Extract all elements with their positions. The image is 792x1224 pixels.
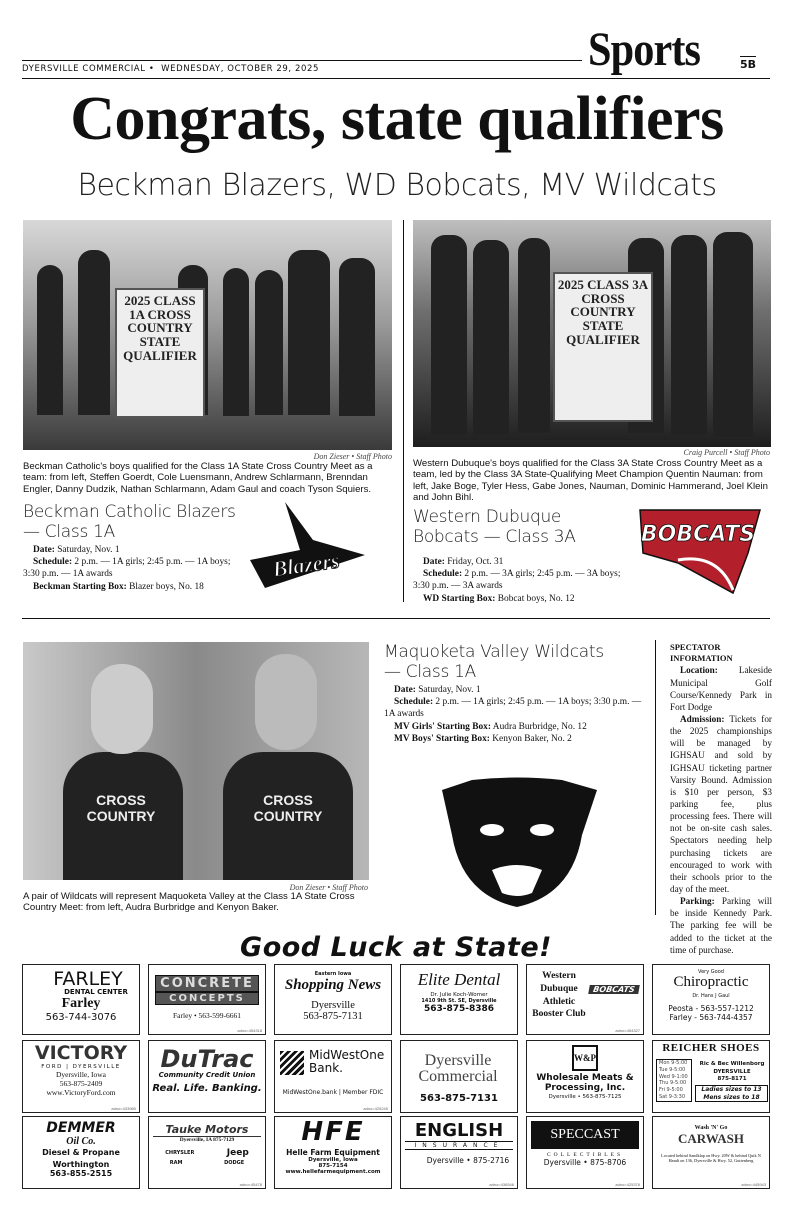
ads-13-l1: CHRYSLER bbox=[165, 1150, 195, 1156]
wd-caption: Western Dubuque's boys qualified for the Class 3A State Cross Country Meet as a team, led by the Class 3A State-Qualifying Meet Champion Quentin Nauman: from left, Jake Boge, Tyler Hess, Gabe Jones, Nauman, Dominic Hammerand, Joel Klein and John Bihl. bbox=[413, 458, 768, 503]
ads-8-l1: MidWestOne.bank | Member FDIC bbox=[282, 1089, 384, 1096]
ads-3-logo: Elite Dental bbox=[417, 970, 501, 989]
ads-15-sub: INSURANCE bbox=[405, 1141, 513, 1150]
ad-dyersville-commercial[interactable] bbox=[400, 1040, 518, 1113]
ads-12-l1: Diesel & Propane bbox=[42, 1147, 120, 1157]
ad-demmer-oil[interactable] bbox=[22, 1116, 140, 1189]
ads-5-l1: Dr. Hans J Gaul bbox=[692, 993, 730, 999]
mv-athletes-photo bbox=[23, 642, 369, 880]
ads-10-logo: W&P bbox=[572, 1045, 598, 1071]
mv-info bbox=[384, 684, 646, 745]
masthead-rule-top bbox=[22, 60, 582, 61]
ads-0-logo: FARLEY bbox=[53, 968, 123, 990]
masthead-line bbox=[22, 64, 319, 74]
ads-10-l1: Dyersville • 563-875-7125 bbox=[548, 1093, 622, 1100]
mv-caption: A pair of Wildcats will represent Maquoketa Valley at the Class 1A State Cross Country Meet: from left, Audra Burbridge and Kenyon Baker. bbox=[23, 891, 355, 914]
issue-date: WEDNESDAY, OCTOBER 29, 2025 bbox=[161, 64, 320, 74]
qualifier-banner: 2025 CLASS 1A CROSS COUNTRY STATE QUALIFIER bbox=[115, 288, 205, 418]
ads-12-l3: 563-855-2515 bbox=[49, 1168, 113, 1178]
spectator-admission: Tickets for the 2025 championships will be managed by IGHSAU and sold by IGHSAU ticketing partner Varsity Bound. Admission is $10 per person, $3 parking fee, plus processing fees. There will not be on-site cash sales. Spectators needing help purchasing tickets are encouraged to work with their schools prior to the day of the meet. bbox=[670, 714, 772, 894]
ads-0-sub: DENTAL CENTER bbox=[64, 988, 128, 996]
wd-team-photo bbox=[413, 220, 771, 447]
section-rule bbox=[22, 618, 770, 619]
ad-elite-dental[interactable] bbox=[400, 964, 518, 1035]
mv-girls_label: MV Girls' Starting Box: bbox=[394, 721, 491, 732]
wildcat-logo bbox=[432, 775, 602, 910]
beckman-photo-credit: Don Zieser • Staff Photo bbox=[313, 452, 392, 461]
ads-4-logo: Western Dubuque Athletic Booster Club bbox=[532, 971, 586, 1020]
mv-boys_label: MV Boys' Starting Box: bbox=[394, 733, 490, 744]
ads-6-l4: adno=433980 bbox=[111, 1106, 136, 1111]
ads-11-hours-1: Tue 9-5:00 bbox=[659, 1066, 686, 1073]
ads-13-logo: Tauke Motors bbox=[153, 1123, 261, 1137]
wd-date: Friday, Oct. 31 bbox=[447, 557, 504, 567]
ads-9-logo: Dyersville Commercial bbox=[418, 1052, 498, 1085]
beckman-logo_text: Blazers bbox=[270, 547, 341, 582]
ads-15-logo: ENGLISH bbox=[414, 1120, 504, 1141]
spectator-admission_label: Admission: bbox=[680, 714, 725, 724]
ad-shopping-news[interactable] bbox=[274, 964, 392, 1035]
beckman-schedule_label: Schedule: bbox=[33, 557, 73, 568]
ads-8-logo: MidWestOne Bank. bbox=[309, 1048, 385, 1075]
ads-title: Good Luck at State! bbox=[240, 932, 552, 963]
ads-14-logo: HFE bbox=[301, 1117, 365, 1147]
ads-11-l5: Mens sizes to 18 bbox=[703, 1093, 760, 1101]
wd-title: Western Dubuque Bobcats — Class 3A bbox=[413, 507, 576, 548]
ads-11-l1: Ric & Bec Willenborg bbox=[699, 1061, 765, 1067]
ads-4-l2: adno=454327 bbox=[615, 1028, 640, 1033]
wd-schedule: 2 p.m. — 3A girls; 2:45 p.m. — 3A boys; 3:30 p.m. — 3A awards bbox=[413, 569, 621, 592]
ads-2-logo: Shopping News bbox=[284, 977, 382, 993]
ads-5-l2: Peosta - 563-557-1212 bbox=[668, 1004, 754, 1013]
ads-1-l1: Farley • 563-599-6661 bbox=[172, 1011, 242, 1020]
ads-14-sub: Helle Farm Equipment bbox=[286, 1148, 380, 1157]
spectator-location: Lakeside Municipal Golf Course/Kennedy Park in Fort Dodge bbox=[670, 665, 772, 712]
column-divider bbox=[403, 220, 404, 602]
ads-9-l1: 563-875-7131 bbox=[420, 1093, 498, 1104]
column-divider bbox=[655, 640, 656, 915]
wd-logo_text: BOBCATS bbox=[640, 522, 756, 547]
beckman-box_label: Beckman Starting Box: bbox=[33, 581, 127, 592]
ads-11-hours-0: Mon 9-5:00 bbox=[659, 1060, 688, 1066]
beckman-date: Saturday, Nov. 1 bbox=[57, 545, 120, 555]
ads-0-l1: Farley bbox=[61, 996, 101, 1011]
ads-11-logo: REICHER SHOES bbox=[662, 1042, 760, 1054]
ad-speccast[interactable] bbox=[526, 1116, 644, 1189]
ad-wholesale-meats[interactable] bbox=[526, 1040, 644, 1113]
wd-box_label: WD Starting Box: bbox=[423, 593, 496, 604]
ads-1-sub: CONCEPTS bbox=[155, 992, 259, 1005]
ads-5-l3: Farley - 563-744-4357 bbox=[669, 1013, 753, 1022]
ad-dutrac[interactable] bbox=[148, 1040, 266, 1113]
ads-4-sub: BOBCATS bbox=[588, 985, 640, 994]
spectator-info bbox=[670, 642, 772, 956]
ad-tauke-motors[interactable] bbox=[148, 1116, 266, 1189]
page-number: 5B bbox=[740, 58, 757, 71]
ads-17-l1: Located behind Sandklap on Hwy. 20W & behind Quik N Handi on 136, Dyersville & Hwy. 52, Guttenberg bbox=[661, 1153, 761, 1164]
ads-16-l1: Dyersville • 875-8706 bbox=[543, 1158, 627, 1167]
beckman-info bbox=[23, 544, 245, 593]
wd-photo-credit: Craig Purcell • Staff Photo bbox=[683, 448, 770, 457]
ads-11-l3: 875-8171 bbox=[717, 1076, 747, 1083]
ads-12-sub: Oil Co. bbox=[66, 1135, 96, 1147]
spectator-title: SPECTATOR INFORMATION bbox=[670, 642, 733, 664]
ads-14-l3: www.hellefarmequipment.com bbox=[285, 1169, 381, 1175]
ad-midwestone-bank[interactable] bbox=[274, 1040, 392, 1113]
ads-13-l3: RAM bbox=[169, 1160, 183, 1166]
shirt-text: CROSS COUNTRY bbox=[86, 792, 156, 824]
mv-schedule: 2 p.m. — 1A girls; 2:45 p.m. — 1A boys; 3:30 p.m. — 1A awards bbox=[384, 697, 642, 720]
ad-victory-ford[interactable] bbox=[22, 1040, 140, 1113]
shirt-text: CROSS COUNTRY bbox=[253, 792, 323, 824]
ads-1-logo: CONCRETE bbox=[155, 975, 259, 992]
ads-13-l2: Jeep bbox=[226, 1148, 249, 1158]
mv-date_label: Date: bbox=[394, 685, 416, 695]
ads-11-hours-5: Sat 9-3:30 bbox=[659, 1093, 686, 1100]
ads-11-hours-4: Fri 9-5:00 bbox=[659, 1087, 683, 1093]
ads-15-l2: adno=436546 bbox=[489, 1182, 514, 1187]
wd-info bbox=[413, 556, 638, 605]
ads-2-l2: 563-875-7131 bbox=[303, 1011, 363, 1022]
mv-title: Maquoketa Valley Wildcats — Class 1A bbox=[384, 642, 604, 683]
ads-16-l2: adno=425376 bbox=[615, 1182, 640, 1187]
masthead-rule-bottom bbox=[22, 78, 770, 79]
ads-6-l1: Dyersville, Iowa bbox=[56, 1069, 106, 1079]
mv-date: Saturday, Nov. 1 bbox=[418, 685, 481, 695]
ads-3-l2: 563-875-8386 bbox=[423, 1004, 495, 1014]
wd-box: Bobcat boys, No. 12 bbox=[497, 593, 575, 604]
ads-17-l2: adno=445943 bbox=[741, 1182, 766, 1187]
separator: • bbox=[148, 64, 155, 74]
mv-schedule_label: Schedule: bbox=[394, 697, 434, 708]
ads-15-l1: Dyersville • 875-2716 bbox=[426, 1156, 510, 1165]
ads-12-l2: Worthington bbox=[52, 1159, 110, 1169]
ads-11-hours-3: Thu 9-5:00 bbox=[659, 1080, 687, 1087]
ads-6-l3: www.VictoryFord.com bbox=[46, 1087, 116, 1097]
ads-7-sub: Community Credit Union bbox=[158, 1071, 256, 1079]
ad-wd-booster-club[interactable] bbox=[526, 964, 644, 1035]
ads-6-sub: FORD | DYERSVILLE bbox=[41, 1063, 121, 1070]
qualifier-banner: 2025 CLASS 3A CROSS COUNTRY STATE QUALIFIER bbox=[553, 272, 653, 422]
beckman-team-photo bbox=[23, 220, 392, 450]
ads-13-l4: DODGE bbox=[224, 1160, 245, 1166]
ad-concrete-concepts[interactable] bbox=[148, 964, 266, 1035]
ads-5-sub: Very Good bbox=[698, 969, 724, 975]
ads-14-l2: 875-7154 bbox=[318, 1163, 348, 1169]
spectator-parking_label: Parking: bbox=[680, 896, 715, 907]
ad-wash-n-go-carwash[interactable] bbox=[652, 1116, 770, 1189]
ads-2-sub: Eastern Iowa bbox=[314, 971, 352, 977]
beckman-schedule: 2 p.m. — 1A girls; 2:45 p.m. — 1A boys; 3:30 p.m. — 1A awards bbox=[23, 557, 231, 580]
ads-8-l2: adno=425245 bbox=[363, 1106, 388, 1111]
ads-10-sub: Wholesale Meats & Processing, Inc. bbox=[536, 1073, 634, 1093]
paper-name: DYERSVILLE COMMERCIAL bbox=[22, 64, 146, 74]
section-title: Sports bbox=[588, 23, 701, 76]
ads-17-logo: CARWASH bbox=[678, 1131, 744, 1146]
mv-girls: Audra Burbridge, No. 12 bbox=[492, 721, 587, 732]
beckman-box: Blazer boys, No. 18 bbox=[129, 581, 204, 592]
ads-12-logo: DEMMER bbox=[46, 1120, 116, 1136]
beckman-date_label: Date: bbox=[33, 545, 55, 555]
ads-11-l4: Ladies sizes to 13 bbox=[701, 1086, 762, 1093]
bobcats-logo bbox=[638, 508, 763, 596]
wd-date_label: Date: bbox=[423, 557, 445, 567]
ads-17-sub: Wash 'N' Go bbox=[694, 1125, 728, 1131]
ad-reicher-shoes[interactable] bbox=[652, 1040, 770, 1113]
ads-3-l1: 1410 9th St. SE, Dyersville bbox=[421, 998, 497, 1004]
ad-farley-dental[interactable] bbox=[22, 964, 140, 1035]
ads-11-l2: DYERSVILLE bbox=[713, 1068, 751, 1075]
ad-english-insurance[interactable] bbox=[400, 1116, 518, 1189]
beckman-title: Beckman Catholic Blazers — Class 1A bbox=[23, 502, 236, 543]
ads-1-l2: adno=454318 bbox=[237, 1028, 262, 1033]
ad-helle-farm-equipment[interactable] bbox=[274, 1116, 392, 1189]
mv-boys: Kenyon Baker, No. 2 bbox=[492, 733, 572, 744]
ads-13-l5: adno=45478 bbox=[239, 1182, 262, 1187]
ads-2-l1: Dyersville bbox=[311, 1000, 355, 1011]
ads-5-logo: Chiropractic bbox=[673, 974, 749, 990]
ads-16-logo: SPECCAST bbox=[531, 1121, 639, 1149]
ads-3-sub: Dr. Julie Koch-Womer bbox=[430, 992, 488, 998]
spectator-location_label: Location: bbox=[680, 665, 718, 676]
blazers-logo bbox=[245, 500, 370, 590]
ads-6-logo: VICTORY bbox=[34, 1042, 128, 1064]
ads-7-logo: DuTrac bbox=[160, 1045, 254, 1073]
ads-11-hours-2: Wed 9-1:00 bbox=[659, 1073, 688, 1080]
spectator-parking: Parking will be inside Kennedy Park. The parking fee will be added to the ticket at the time of purchase. bbox=[670, 896, 772, 955]
subheadline: Beckman Blazers, WD Bobcats, MV Wildcats bbox=[77, 168, 717, 203]
beckman-caption: Beckman Catholic's boys qualified for the Class 1A State Cross Country Meet as a team: from left, Steffen Goerdt, Cole Luensmann, Andrew Schlarmann, Brenndan Engler, Danny Dudzik, Nathan Schlarmann, Adam Gaul and coach Tyson Squiers. bbox=[23, 461, 373, 495]
ads-13-sub: Dyersville, IA 875-7129 bbox=[179, 1137, 235, 1143]
ads-6-l2: 563-875-2409 bbox=[59, 1078, 103, 1088]
ad-very-good-chiropractic[interactable] bbox=[652, 964, 770, 1035]
ads-14-l1: Dyersville, Iowa bbox=[308, 1157, 358, 1163]
ads-16-sub: COLLECTIBLES bbox=[546, 1152, 624, 1158]
ads-0-l2: 563-744-3076 bbox=[45, 1012, 117, 1023]
wd-schedule_label: Schedule: bbox=[423, 569, 463, 580]
ads-7-l1: Real. Life. Banking. bbox=[152, 1083, 262, 1094]
mv-photo-credit: Don Zieser • Staff Photo bbox=[289, 883, 368, 892]
headline: Congrats, state qualifiers bbox=[70, 85, 724, 153]
